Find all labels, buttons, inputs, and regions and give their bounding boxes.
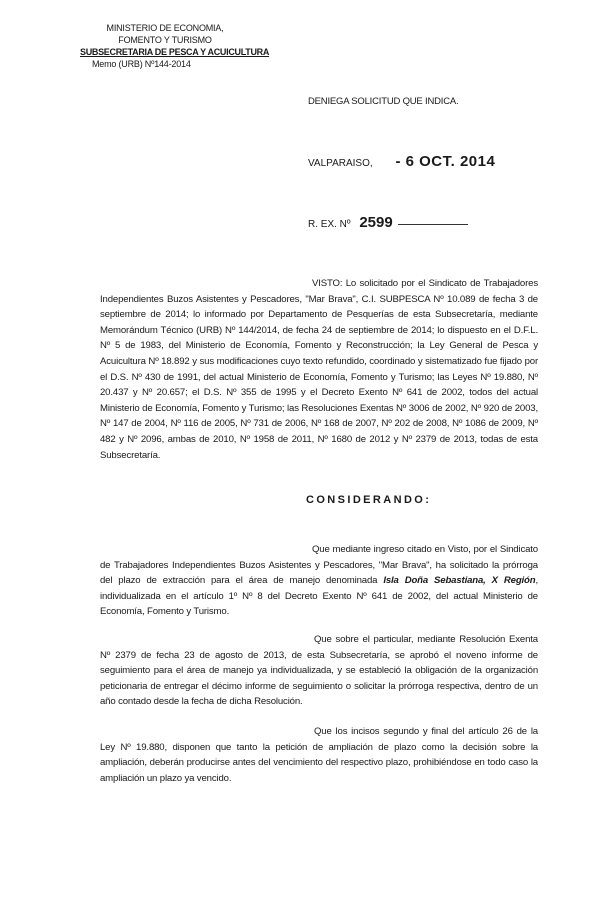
area-name: Isla Doña Sebastiana, X Región — [383, 575, 536, 587]
header-memo: Memo (URB) Nº144-2014 — [92, 59, 191, 69]
header-ministry: MINISTERIO DE ECONOMIA, — [106, 23, 224, 33]
considerando-paragraph-3 — [100, 724, 538, 786]
considerando-p1-text: Que mediante ingreso citado en Visto, por el Sindicato de Trabajadores Independientes Buzos Asistentes y Pescadores, "Mar Brava", ha solicitado la prórroga del plazo de extracción para el área de manejo denominada — [100, 544, 538, 587]
resolution-number — [308, 214, 468, 231]
visto-text: VISTO: Lo solicitado por el Sindicato de Trabajadores Independientes Buzos Asistentes y Pescadores, "Mar Brava", C.I. SUBPESCA Nº 10.089 de fecha 3 de septiembre de 2014; lo informado por Departamento de Pesquerías de esta Subsecretaría, mediante Memorándum Técnico (URB) Nº 144/2014, de fecha 24 de septiembre de 2014; lo dispuesto en el D.F.L. Nº 5 de 1983, del Ministerio de Economía, Fomento y Reconstrucción; la Ley General de Pesca y Acuicultura Nº 18.892 y sus modificaciones cuyo texto refundido, coordinado y sistematizado fue fijado por el D.S. Nº 430 de 1991, del actual Ministerio de Economía, Fomento y Turismo; las Leyes Nº 19.880, Nº 20.437 y Nº 20.657; el D.S. Nº 355 de 1995 y el Decreto Exento Nº 641 de 2002, todos del actual Ministerio de Economía, Fomento y Turismo; las Resoluciones Exentas Nº 3006 de 2002, Nº 920 de 2003, Nº 147 de 2004, Nº 116 de 2005, Nº 731 de 2006, Nº 168 de 2007, Nº 202 de 2008, Nº 1086 de 2009, Nº 482 y Nº 2096, ambas de 2010, Nº 1958 de 2011, Nº 1680 de 2012 y Nº 2379 de 2013, todas de esta Subsecretaría. — [100, 278, 538, 461]
resolution-label: R. EX. Nº — [308, 219, 351, 230]
place-date — [308, 153, 495, 170]
place: VALPARAISO, — [308, 158, 373, 169]
considerando-p1-end: , individualizada en el artículo 1º Nº 8 del Decreto Exento Nº 641 de 2002, del actual Ministerio de Economía, Fomento y Turismo. — [100, 575, 538, 618]
considerando-p3-text: Que los incisos segundo y final del artículo 26 de la Ley Nº 19.880, disponen que tanto la petición de ampliación de plazo como la decisión sobre la ampliación, deberán producirse antes del vencimiento del respectivo plazo, prohibiéndose en todo caso la ampliación un plazo ya vencido. — [100, 726, 538, 784]
header-ministry-2: FOMENTO Y TURISMO — [118, 35, 212, 45]
considerando-heading: CONSIDERANDO: — [306, 494, 432, 506]
considerando-p2-text: Que sobre el particular, mediante Resolución Exenta Nº 2379 de fecha 23 de agosto de 2013, de esta Subsecretaría, se aprobó el noveno informe de seguimiento para el área de manejo ya individualizada, y se estableció la obligación de la organización peticionaria de entregar el décimo informe de seguimiento o solicitar la prórroga respectiva, dentro de un año contado desde la fecha de dicha Resolución. — [100, 634, 538, 708]
resolution-value: 2599 — [359, 214, 393, 231]
header-subsecretaria: SUBSECRETARIA DE PESCA Y ACUICULTURA — [80, 47, 270, 57]
considerando-paragraph-2 — [100, 632, 538, 710]
resolution-underline — [398, 224, 468, 225]
date-stamp: - 6 OCT. 2014 — [395, 153, 496, 170]
ministry-header — [80, 22, 270, 70]
document-subject: DENIEGA SOLICITUD QUE INDICA. — [308, 96, 459, 107]
visto-paragraph — [100, 276, 538, 463]
considerando-paragraph-1 — [100, 542, 538, 620]
